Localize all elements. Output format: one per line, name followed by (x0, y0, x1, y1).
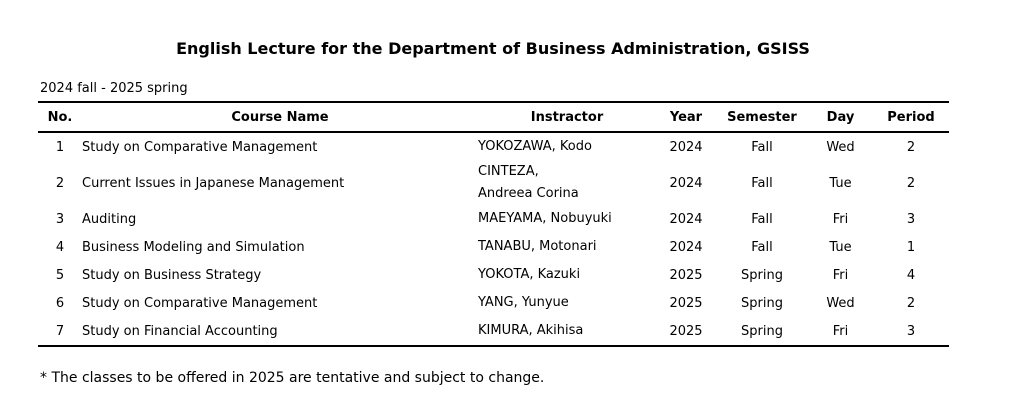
cell-period: 2 (906, 295, 916, 311)
table-header-row (38, 102, 949, 132)
cell-year: 2024 (669, 211, 703, 227)
footnote: * The classes to be offered in 2025 are tentative and subject to change. (40, 370, 545, 386)
cell-year: 2025 (669, 295, 703, 311)
cell-no: 4 (55, 239, 65, 255)
header-period: Period (873, 102, 949, 132)
instructor-name-line-2: Andreea Corina (478, 186, 579, 201)
table-row (38, 261, 949, 289)
cell-course-name: Business Modeling and Simulation (82, 239, 305, 255)
cell-no: 3 (55, 211, 65, 227)
cell-course-name: Study on Business Strategy (82, 267, 262, 283)
cell-period: 2 (906, 139, 916, 155)
cell-semester: Fall (751, 239, 773, 255)
cell-instructor (478, 205, 656, 233)
cell-day: Tue (829, 175, 852, 191)
cell-no: 5 (55, 267, 65, 283)
cell-course-name: Study on Financial Accounting (82, 317, 478, 346)
table-row (38, 205, 949, 233)
instructor-name: TANABU, Motonari (478, 239, 597, 254)
cell-period: 3 (873, 317, 949, 346)
cell-semester: Spring (741, 267, 783, 283)
header-year: Year (656, 102, 716, 132)
cell-day: Wed (826, 139, 855, 155)
cell-semester: Fall (751, 175, 773, 191)
cell-instructor (478, 261, 656, 289)
instructor-name: KIMURA, Akihisa (478, 323, 584, 338)
cell-day: Fri (832, 267, 849, 283)
header-semester: Semester (716, 102, 808, 132)
cell-semester: Fall (751, 211, 773, 227)
course-table (38, 101, 949, 347)
cell-instructor (478, 233, 656, 261)
cell-course-name: Auditing (82, 211, 137, 227)
instructor-name: YOKOTA, Kazuki (478, 267, 581, 282)
cell-semester: Fall (751, 139, 773, 155)
cell-course-name: Current Issues in Japanese Management (82, 175, 345, 191)
cell-day: Wed (826, 295, 855, 311)
cell-semester: Spring (741, 295, 783, 311)
cell-no: 7 (38, 317, 82, 346)
table-row (38, 132, 949, 161)
term-label: 2024 fall - 2025 spring (40, 81, 188, 96)
header-day: Day (808, 102, 873, 132)
instructor-name-line-1: CINTEZA, (478, 164, 539, 179)
cell-period: 3 (906, 211, 916, 227)
cell-instructor (478, 132, 656, 161)
page-title: English Lecture for the Department of Business Administration, GSISS (176, 39, 810, 58)
cell-day: Fri (808, 317, 873, 346)
cell-period: 4 (906, 267, 916, 283)
table-row (38, 317, 949, 346)
cell-year: 2024 (669, 139, 703, 155)
cell-course-name: Study on Comparative Management (82, 139, 318, 155)
header-course-name: Course Name (82, 102, 478, 132)
cell-no: 1 (55, 139, 65, 155)
cell-year: 2024 (669, 239, 703, 255)
cell-course-name: Study on Comparative Management (82, 295, 318, 311)
instructor-name: YANG, Yunyue (478, 295, 569, 310)
cell-day: Fri (832, 211, 849, 227)
header-instructor: Instractor (478, 102, 656, 132)
cell-year: 2025 (669, 267, 703, 283)
instructor-name: MAEYAMA, Nobuyuki (478, 211, 612, 226)
table-row (38, 161, 949, 205)
cell-no: 2 (55, 175, 65, 191)
cell-year: 2025 (656, 317, 716, 346)
cell-instructor (478, 161, 656, 205)
cell-day: Tue (829, 239, 852, 255)
cell-instructor (478, 317, 656, 346)
cell-year: 2024 (669, 175, 703, 191)
cell-period: 1 (906, 239, 916, 255)
cell-semester: Spring (716, 317, 808, 346)
cell-period: 2 (906, 175, 916, 191)
table-row (38, 233, 949, 261)
course-table-container (38, 101, 949, 347)
cell-instructor (478, 289, 656, 317)
table-row (38, 289, 949, 317)
header-no: No. (38, 102, 82, 132)
instructor-name: YOKOZAWA, Kodo (478, 139, 592, 154)
cell-no: 6 (55, 295, 65, 311)
